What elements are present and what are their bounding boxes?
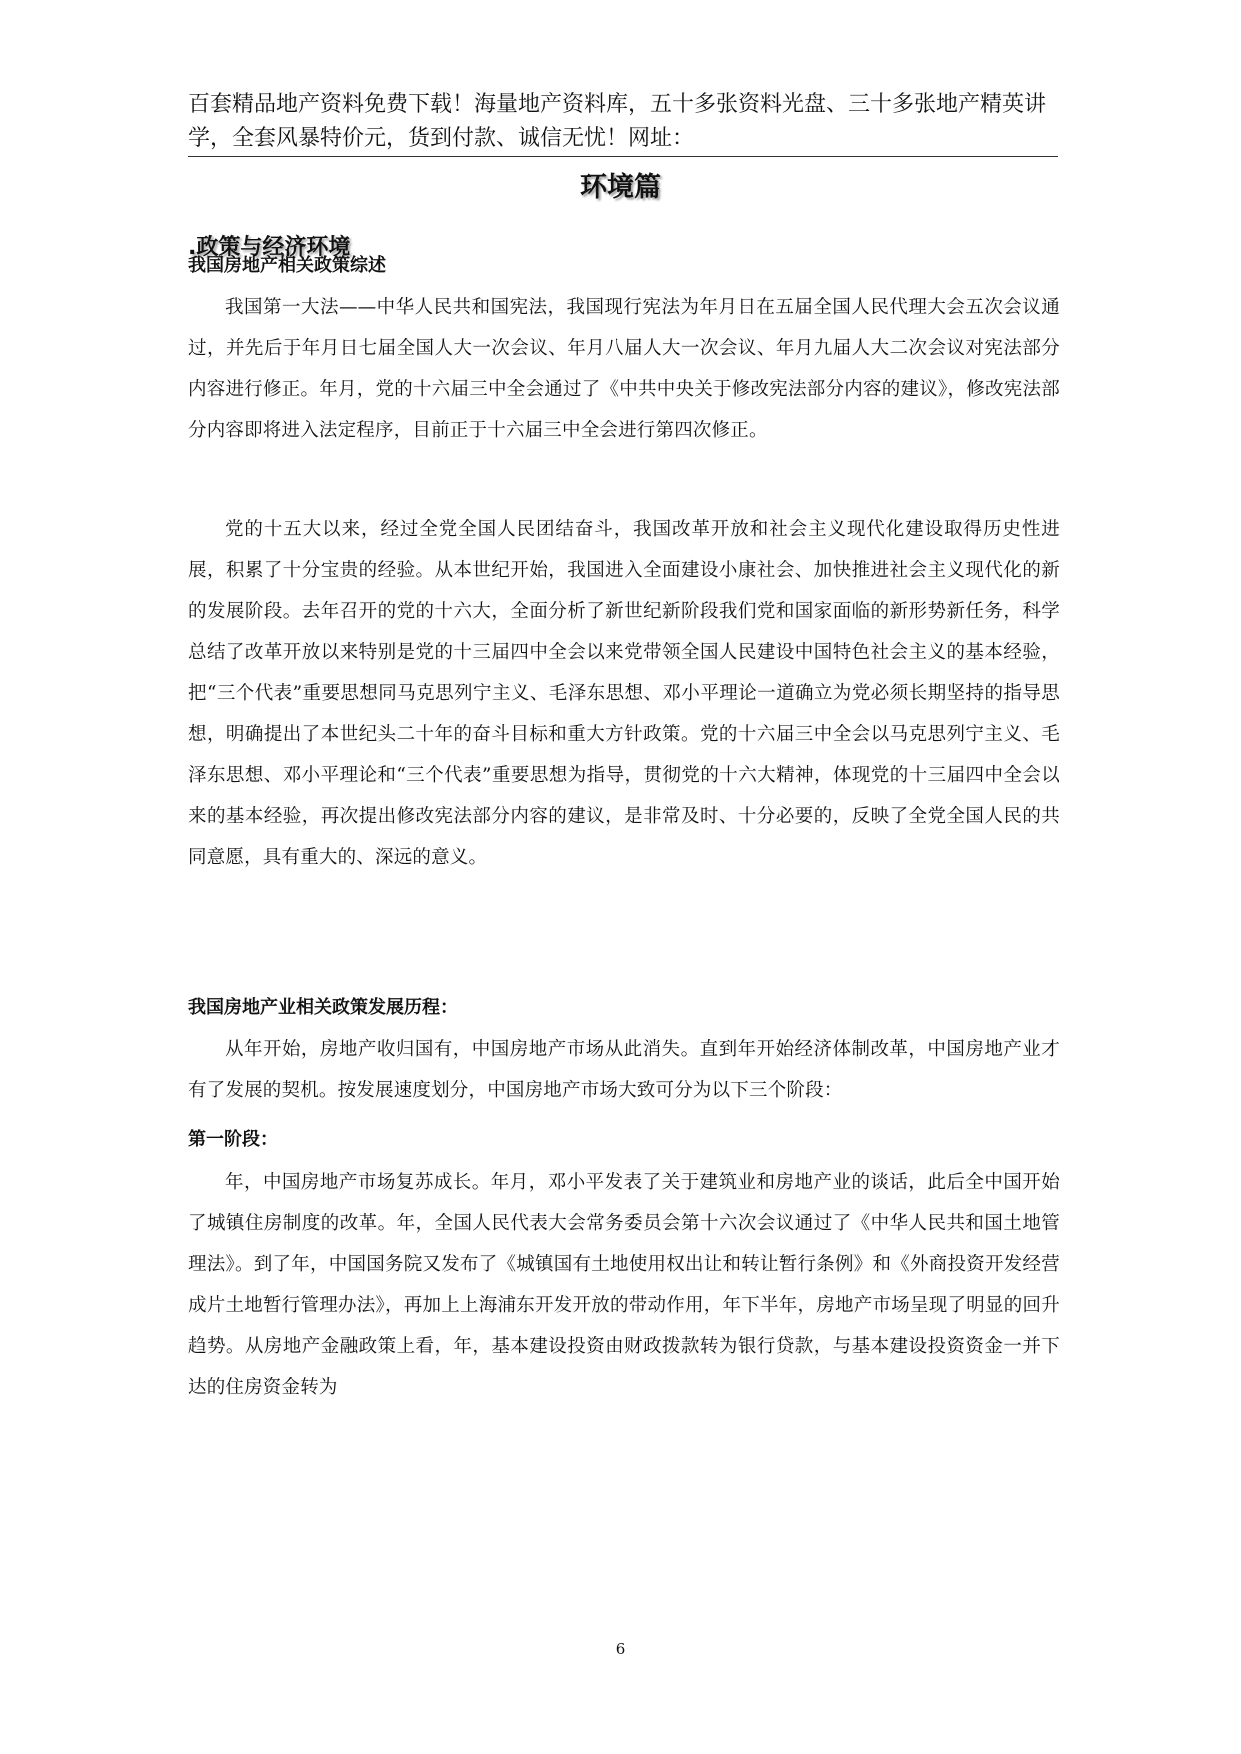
- paragraph-party-congress: 党的十五大以来，经过全党全国人民团结奋斗，我国改革开放和社会主义现代化建设取得历史性进展，积累了十分宝贵的经验。从本世纪开始，我国进入全面建设小康社会、加快推进社会主义现代化的新的发展阶段。去年召开的党的十六大，全面分析了新世纪新阶段我们党和国家面临的新形势新任务，科学总结了改革开放以来特别是党的十三届四中全会以来党带领全国人民建设中国特色社会主义的基本经验，把“三个代表”重要思想同马克思列宁主义、毛泽东思想、邓小平理论一道确立为党必须长期坚持的指导思想，明确提出了本世纪头二十年的奋斗目标和重大方针政策。党的十六届三中全会以马克思列宁主义、毛泽东思想、邓小平理论和“三个代表”重要思想为指导，贯彻党的十六大精神，体现党的十三届四中全会以来的基本经验，再次提出修改宪法部分内容的建议，是非常及时、十分必要的，反映了全党全国人民的共同意愿，具有重大的、深远的意义。: [188, 519, 1060, 868]
- stage-heading-first: 第一阶段：: [188, 1129, 278, 1150]
- chapter-title: 环境篇: [580, 172, 661, 203]
- paragraph-market-intro: 从年开始，房地产收归国有，中国房地产市场从此消失。直到年开始经济体制改革，中国房地产业才有了发展的契机。按发展速度划分，中国房地产市场大致可分为以下三个阶段：: [188, 1039, 1060, 1101]
- paragraph-first-stage: 年，中国房地产市场复苏成长。年月，邓小平发表了关于建筑业和房地产业的谈话，此后全中国开始了城镇住房制度的改革。年，全国人民代表大会常务委员会第十六次会议通过了《中华人民共和国土地管理法》。到了年，中国国务院又发布了《城镇国有土地使用权出让和转让暂行条例》和《外商投资开发经营成片土地暂行管理办法》，再加上上海浦东开发开放的带动作用，年下半年，房地产市场呈现了明显的回升趋势。从房地产金融政策上看，年，基本建设投资由财政拨款转为银行贷款，与基本建设投资资金一并下达的住房资金转为: [188, 1172, 1060, 1398]
- subsection-heading-policy-history: 我国房地产业相关政策发展历程：: [188, 997, 458, 1018]
- paragraph-constitution: 我国第一大法——中华人民共和国宪法，我国现行宪法为年月日在五届全国人民代理大会五次会议通过，并先后于年月日七届全国人大一次会议、年月八届人大一次会议、年月九届人大二次会议对宪法部分内容进行修正。年月，党的十六届三中全会通过了《中共中央关于修改宪法部分内容的建议》，修改宪法部分内容即将进入法定程序，目前正于十六届三中全会进行第四次修正。: [188, 297, 1060, 441]
- header-divider: [188, 156, 1058, 157]
- page-number: 6: [615, 1640, 626, 1658]
- subsection-heading-policy-overview: 我国房地产相关政策综述: [188, 255, 386, 276]
- page-header: 百套精品地产资料免费下载！海量地产资料库，五十多张资料光盘、三十多张地产精英讲学，全套风暴特价元，货到付款、诚信无忧！网址：: [188, 92, 1047, 151]
- section-heading: .政策与经济环境: [188, 235, 351, 260]
